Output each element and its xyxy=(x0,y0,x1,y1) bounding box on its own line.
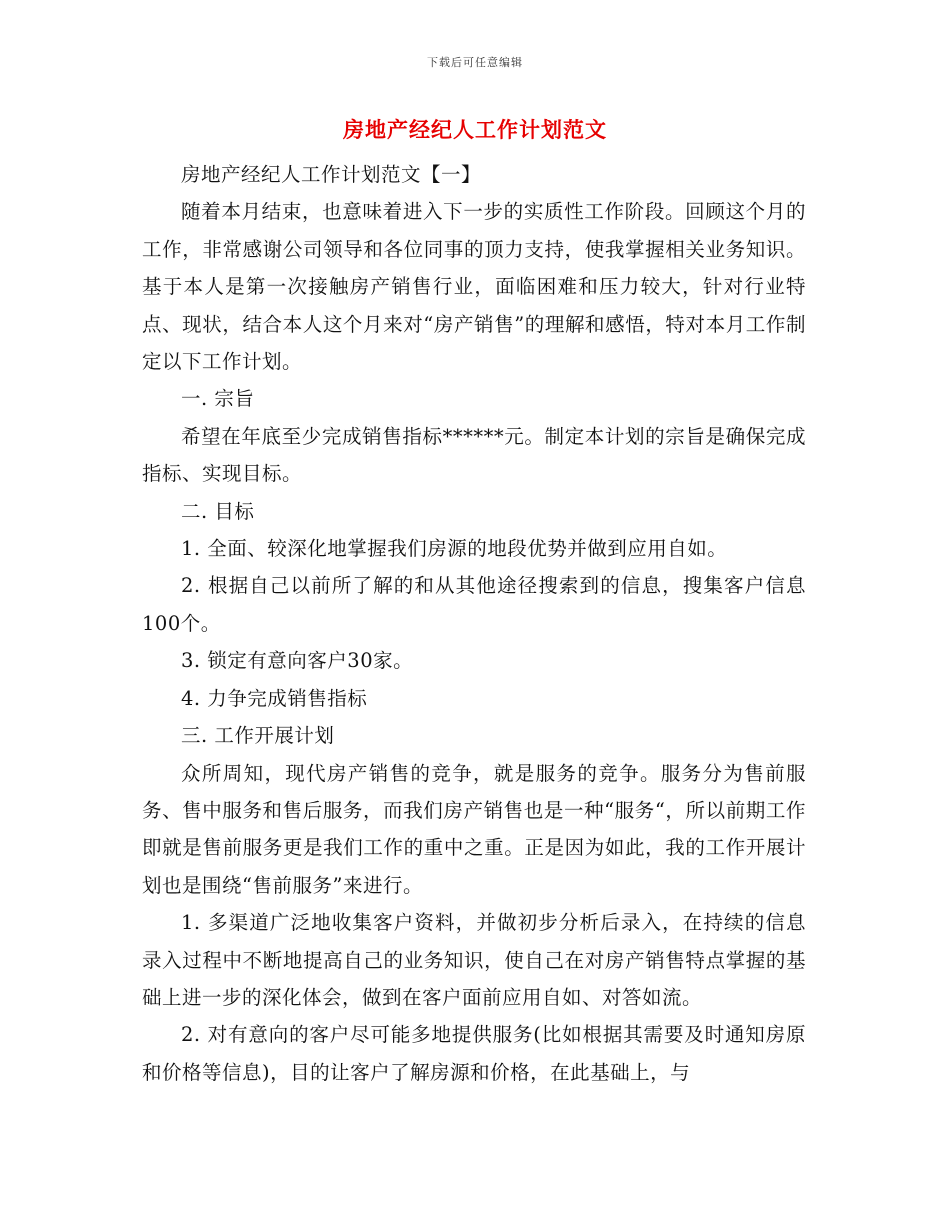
heading-purpose: 一. 宗旨 xyxy=(181,387,255,411)
goal-item-4: 4. 力争完成销售指标 xyxy=(181,686,368,710)
document-body xyxy=(142,156,806,1091)
heading-goals: 二. 目标 xyxy=(181,499,255,523)
goal-item-3: 3. 锁定有意向客户30家。 xyxy=(181,649,414,673)
header-note: 下载后可任意编辑 xyxy=(427,56,523,69)
section-heading: 房地产经纪人工作计划范文【一】 xyxy=(181,163,482,186)
paragraph-intro: 随着本月结束，也意味着进入下一步的实质性工作阶段。回顾这个月的工作，非常感谢公司领导和各位同事的顶力支持，使我掌握相关业务知识。基于本人是第一次接触房产销售行业，面临困难和压力较大，针对行业特点、现状，结合本人这个月来对“房产销售”的理解和感悟，特对本月工作制定以下工作计划。 xyxy=(142,200,806,374)
document-title: 房地产经纪人工作计划范文 xyxy=(343,118,607,142)
plan-item-1: 1. 多渠道广泛地收集客户资料，并做初步分析后录入，在持续的信息录入过程中不断地提高自己的业务知识，使自己在对房产销售特点掌握的基础上进一步的深化体会，做到在客户面前应用自如、对答如流。 xyxy=(142,911,806,1009)
paragraph-purpose: 希望在年底至少完成销售指标******元。制定本计划的宗旨是确保完成指标、实现目标。 xyxy=(142,424,806,486)
goal-item-2: 2. 根据自己以前所了解的和从其他途径搜索到的信息，搜集客户信息100个。 xyxy=(142,574,806,635)
goal-item-1: 1. 全面、较深化地掌握我们房源的地段优势并做到应用自如。 xyxy=(181,537,728,561)
paragraph-service: 众所周知，现代房产销售的竞争，就是服务的竞争。服务分为售前服务、售中服务和售后服务，而我们房产销售也是一种“服务“，所以前期工作即就是售前服务更是我们工作的重中之重。正是因为如此，我的工作开展计划也是围绕“售前服务”来进行。 xyxy=(142,761,806,897)
plan-item-2: 2. 对有意向的客户尽可能多地提供服务(比如根据其需要及时通知房原和价格等信息)，目的让客户了解房源和价格，在此基础上，与 xyxy=(142,1023,806,1084)
heading-work-plan: 三. 工作开展计划 xyxy=(181,724,335,748)
